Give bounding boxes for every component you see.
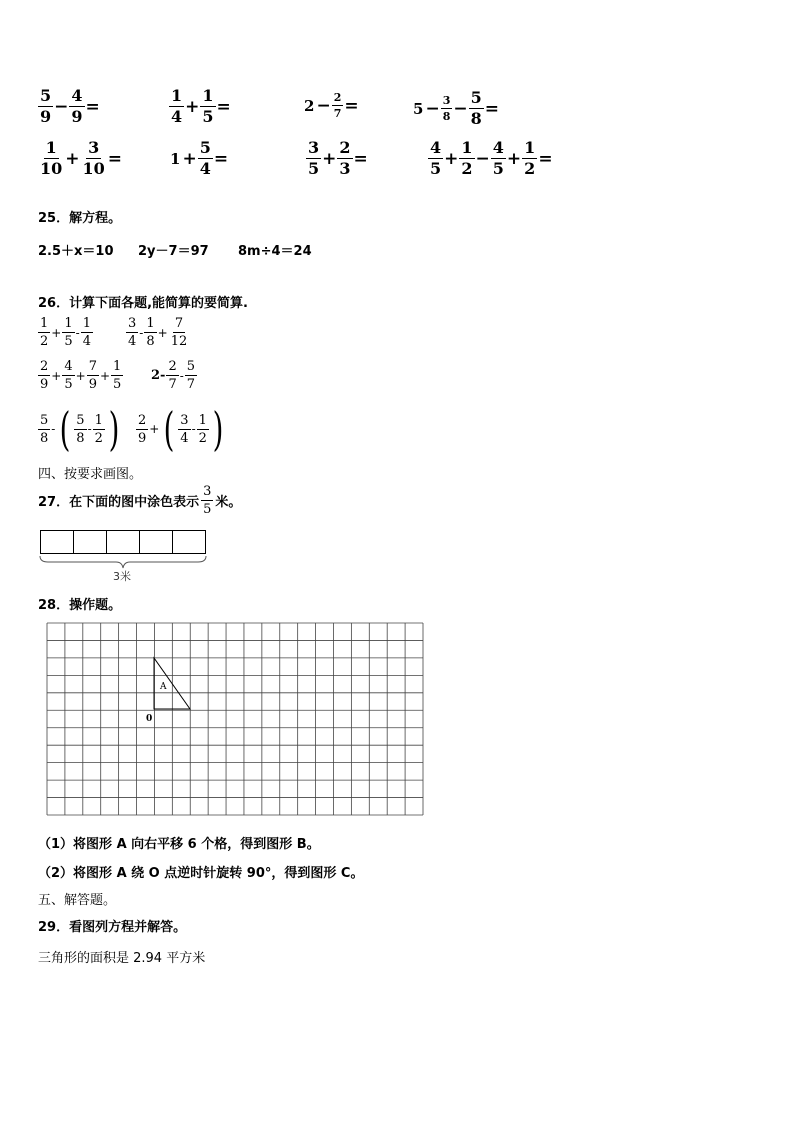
fraction: $\frac{3}{5}$: [308, 138, 320, 178]
fraction: $\frac{1}{5}$: [113, 359, 122, 392]
fraction: $\frac{1}{2}$: [40, 316, 49, 349]
q26-expr-6: $\frac{2}{9}$ + ( $\frac{3}{4}$ - $\frac{1}{2}$ ): [138, 402, 224, 456]
q29-title: 29．看图列方程并解答。: [38, 920, 187, 935]
calc-r2-e1: $\frac{1}{10}$ + $\frac{3}{10}$ =: [40, 138, 123, 178]
fraction: $\frac{3}{5}$: [203, 484, 212, 517]
bar-cell[interactable]: [107, 531, 140, 553]
fraction: $\frac{1}{4}$: [82, 316, 91, 349]
q26-title: 26．计算下面各题,能简算的要简算.: [38, 296, 248, 311]
calc-r1-e4: 5 − $\frac{3}{8}$ − $\frac{5}{8}$ =: [413, 88, 499, 128]
fraction: $\frac{4}{5}$: [64, 359, 73, 392]
fraction: $\frac{5}{7}$: [186, 359, 196, 392]
q28-task-1: （1）将图形 A 向右平移 6 个格，得到图形 B。: [38, 837, 320, 852]
q25-title: 25．解方程。: [38, 211, 122, 226]
fraction: $\frac{5}{8}$: [76, 412, 85, 446]
q29-text: 三角形的面积是 2.94 平方米: [38, 951, 206, 966]
q25-equation-2: 2y－7＝97: [138, 244, 209, 259]
fraction: $\frac{7}{9}$: [88, 359, 97, 392]
fraction: $\frac{1}{2}$: [524, 138, 536, 178]
q26-expr-3: $\frac{2}{9}$ + $\frac{4}{5}$ + $\frac{7}{9}$ + $\frac{1}{5}$: [40, 359, 122, 392]
q26-expr-4: 2- $\frac{2}{7}$ - $\frac{5}{7}$: [151, 359, 196, 392]
fraction: $\frac{2}{7}$: [168, 359, 177, 392]
fraction: $\frac{7}{12}$: [170, 316, 188, 349]
fraction: $\frac{1}{10}$: [40, 138, 63, 178]
calc-r2-e3: $\frac{3}{5}$ + $\frac{2}{3}$ =: [308, 138, 368, 178]
fraction: $\frac{2}{7}$: [333, 91, 342, 120]
fraction: $\frac{5}{4}$: [199, 138, 211, 178]
right-paren: ): [108, 402, 120, 456]
fraction: $\frac{5}{9}$: [40, 86, 52, 126]
fraction: $\frac{5}{8}$: [470, 88, 482, 128]
fraction: $\frac{4}{5}$: [430, 138, 442, 178]
bar-cell[interactable]: [173, 531, 205, 553]
fraction: $\frac{1}{2}$: [198, 412, 207, 446]
fraction: $\frac{1}{2}$: [461, 138, 473, 178]
q27-prompt: 27．在下面的图中涂色表示 $\frac{3}{5}$ 米。: [38, 484, 242, 517]
q28-grid: [46, 622, 424, 816]
shape-a-label: A: [160, 682, 167, 692]
grid-lines: [47, 623, 423, 815]
section-4-title: 四、按要求画图。: [38, 467, 143, 482]
fraction: $\frac{3}{10}$: [82, 138, 105, 178]
q26-expr-1: $\frac{1}{2}$ + $\frac{1}{5}$ - $\frac{1}{4}$: [40, 316, 91, 349]
right-paren: ): [212, 402, 224, 456]
section-5-title: 五、解答题。: [38, 893, 117, 908]
fraction: $\frac{1}{5}$: [64, 316, 73, 349]
q25-equation-1: 2.5＋x＝10: [38, 244, 114, 259]
left-paren: (: [163, 402, 175, 456]
bar-cell[interactable]: [140, 531, 173, 553]
left-paren: (: [59, 402, 71, 456]
calc-r1-e2: $\frac{1}{4}$ + $\frac{1}{5}$ =: [171, 86, 231, 126]
fraction: $\frac{3}{8}$: [442, 94, 451, 123]
fraction: $\frac{3}{4}$: [180, 412, 189, 446]
fraction: $\frac{2}{3}$: [339, 138, 351, 178]
fraction: $\frac{1}{5}$: [202, 86, 214, 126]
q28-title: 28．操作题。: [38, 598, 122, 613]
fraction: $\frac{2}{9}$: [138, 412, 147, 446]
q27-segment-bar: [40, 530, 206, 554]
bar-cell[interactable]: [74, 531, 107, 553]
q26-expr-2: $\frac{3}{4}$ - $\frac{1}{8}$ + $\frac{7}{12}$: [128, 316, 188, 349]
fraction: $\frac{3}{4}$: [128, 316, 137, 349]
q28-task-2: （2）将图形 A 绕 O 点逆时针旋转 90°，得到图形 C。: [38, 866, 364, 881]
q25-equation-3: 8m÷4＝24: [238, 244, 312, 259]
calc-r1-e1: $\frac{5}{9}$ − $\frac{4}{9}$ =: [40, 86, 100, 126]
fraction: $\frac{4}{9}$: [71, 86, 83, 126]
q27-brace-label: 3米: [113, 570, 131, 583]
fraction: $\frac{1}{2}$: [94, 412, 103, 446]
fraction: $\frac{2}{9}$: [40, 359, 49, 392]
fraction: $\frac{1}{8}$: [146, 316, 155, 349]
calc-r1-e3: 2 − $\frac{2}{7}$ =: [304, 91, 359, 120]
q26-expr-5: $\frac{5}{8}$ - ( $\frac{5}{8}$ - $\frac{1}{2}$ ): [40, 402, 120, 456]
calc-r2-e4: $\frac{4}{5}$ + $\frac{1}{2}$ − $\frac{4}{5}$ + $\frac{1}{2}$ =: [430, 138, 553, 178]
calc-r2-e2: 1 + $\frac{5}{4}$ =: [170, 138, 229, 178]
fraction: $\frac{5}{8}$: [40, 412, 49, 446]
fraction: $\frac{1}{4}$: [171, 86, 183, 126]
fraction: $\frac{4}{5}$: [492, 138, 504, 178]
origin-label: 0: [146, 714, 153, 724]
bar-cell[interactable]: [41, 531, 74, 553]
